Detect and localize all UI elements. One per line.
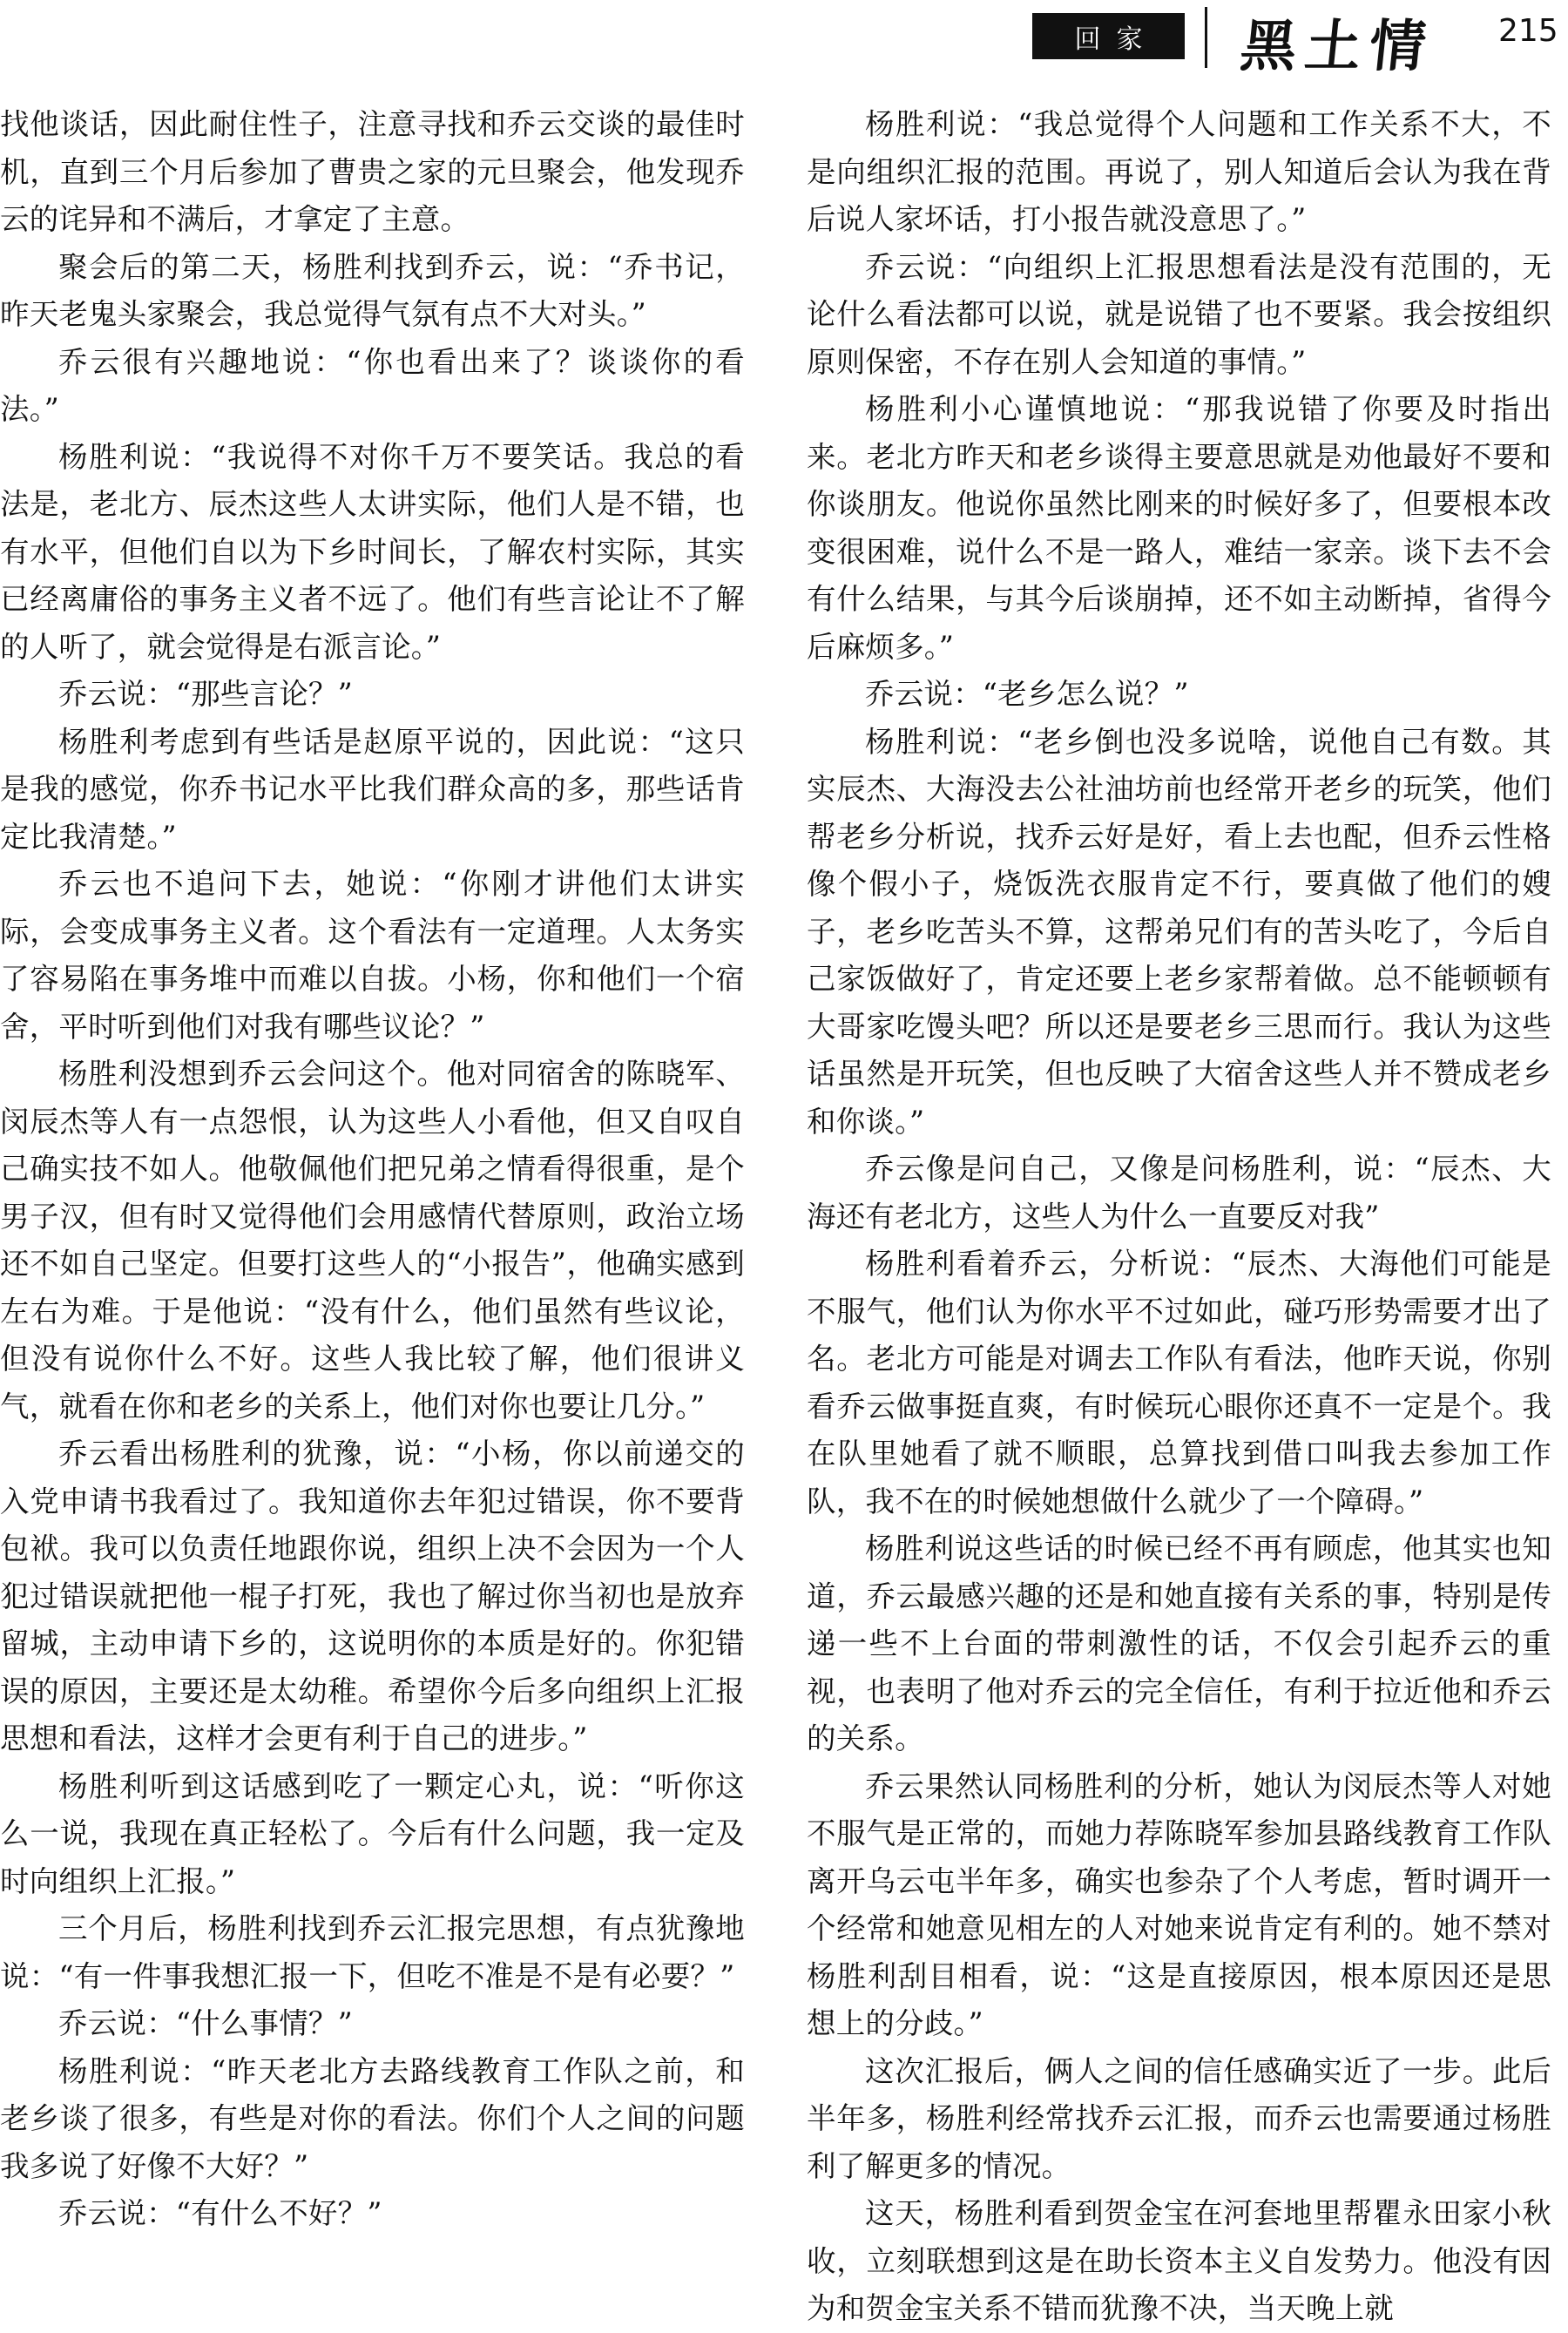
paragraph: 杨胜利说：“我总觉得个人问题和工作关系不大，不是向组织汇报的范围。再说了，别人知道后会认为我在背后说人家坏话，打小报告就没意思了。” — [807, 107, 1551, 236]
paragraph: 乔云看出杨胜利的犹豫，说：“小杨，你以前递交的入党申请书我看过了。我知道你去年犯过错误，你不要背包袱。我可以负责任地跟你说，组织上决不会因为一个人犯过错误就把他一棍子打死，我也了解过你当初也是放弃留城，主动申请下乡的，这说明你的本质是好的。你犯错误的原因，主要还是太幼稚。希望你今后多向组织上汇报思想和看法，这样才会更有利于自己的进步。” — [0, 1437, 745, 1755]
right-text-column — [807, 101, 1551, 2325]
paragraph: 乔云说：“那些言论？” — [58, 677, 353, 711]
magazine-logo: 黑土情 — [1237, 14, 1438, 79]
paragraph: 杨胜利说：“我说得不对你千万不要笑话。我总的看法是，老北方、辰杰这些人太讲实际，他们人是不错，也有水平，但他们自以为下乡时间长，了解农村实际，其实已经离庸俗的事务主义者不远了。他们有些言论让不了解的人听了，就会觉得是右派言论。” — [0, 439, 745, 664]
paragraph: 乔云说：“有什么不好？” — [58, 2196, 382, 2230]
page-number: 215 — [1498, 13, 1558, 49]
left-text-column — [0, 101, 745, 2235]
paragraph: 乔云果然认同杨胜利的分析，她认为闵辰杰等人对她不服气是正常的，而她力荐陈晓军参加县路线教育工作队离开乌云屯半年多，确实也参杂了个人考虑，暂时调开一个经常和她意见相左的人对她来说肯定有利的。她不禁对杨胜利刮目相看，说：“这是直接原因，根本原因还是思想上的分歧。” — [807, 1768, 1551, 2040]
paragraph: 杨胜利考虑到有些话是赵原平说的，因此说：“这只是我的感觉，你乔书记水平比我们群众高的多，那些话肯定比我清楚。” — [0, 724, 745, 854]
paragraph: 杨胜利没想到乔云会问这个。他对同宿舍的陈晓军、闵辰杰等人有一点怨恨，认为这些人小看他，但又自叹自己确实技不如人。他敬佩他们把兄弟之情看得很重，是个男子汉，但有时又觉得他们会用感情代替原则，政治立场还不如自己坚定。但要打这些人的“小报告”，他确实感到左右为难。于是他说：“没有什么，他们虽然有些议论，但没有说你什么不好。这些人我比较了解，他们很讲义气，就看在你和老乡的关系上，他们对你也要让几分。” — [0, 1057, 745, 1423]
header-divider — [1205, 7, 1207, 68]
page-header — [0, 0, 1568, 87]
section-label: 回家 — [1032, 13, 1185, 59]
paragraph: 乔云也不追问下去，她说：“你刚才讲他们太讲实际，会变成事务主义者。这个看法有一定道理。人太务实了容易陷在事务堆中而难以自拔。小杨，你和他们一个宿舍，平时听到他们对我有哪些议论？” — [0, 867, 745, 1044]
paragraph: 乔云很有兴趣地说：“你也看出来了？谈谈你的看法。” — [0, 344, 745, 426]
paragraph: 杨胜利说：“昨天老北方去路线教育工作队之前，和老乡谈了很多，有些是对你的看法。你们个人之间的问题我多说了好像不大好？” — [0, 2053, 745, 2183]
paragraph: 乔云说：“向组织上汇报思想看法是没有范围的，无论什么看法都可以说，就是说错了也不要紧。我会按组织原则保密，不存在别人会知道的事情。” — [807, 249, 1551, 379]
paragraph: 找他谈话，因此耐住性子，注意寻找和乔云交谈的最佳时机，直到三个月后参加了曹贵之家的元旦聚会，他发现乔云的诧异和不满后，才拿定了主意。 — [0, 107, 745, 236]
paragraph: 杨胜利听到这话感到吃了一颗定心丸，说：“听你这么一说，我现在真正轻松了。今后有什么问题，我一定及时向组织上汇报。” — [0, 1768, 745, 1898]
paragraph: 杨胜利说这些话的时候已经不再有顾虑，他其实也知道，乔云最感兴趣的还是和她直接有关系的事，特别是传递一些不上台面的带刺激性的话，不仅会引起乔云的重视，也表明了他对乔云的完全信任，有利于拉近他和乔云的关系。 — [807, 1532, 1551, 1755]
paragraph: 三个月后，杨胜利找到乔云汇报完思想，有点犹豫地说：“有一件事我想汇报一下，但吃不准是不是有必要？” — [0, 1911, 745, 1993]
paragraph: 乔云说：“老乡怎么说？” — [865, 677, 1189, 711]
paragraph: 杨胜利小心谨慎地说：“那我说错了你要及时指出来。老北方昨天和老乡谈得主要意思就是劝他最好不要和你谈朋友。他说你虽然比刚来的时候好多了，但要根本改变很困难，说什么不是一路人，难结一家亲。谈下去不会有什么结果，与其今后谈崩掉，还不如主动断掉，省得今后麻烦多。” — [807, 392, 1551, 664]
paragraph: 这天，杨胜利看到贺金宝在河套地里帮瞿永田家小秋收，立刻联想到这是在助长资本主义自发势力。他没有因为和贺金宝关系不错而犹豫不决，当天晚上就 — [807, 2196, 1551, 2325]
paragraph: 乔云说：“什么事情？” — [58, 2006, 353, 2040]
paragraph: 聚会后的第二天，杨胜利找到乔云，说：“乔书记，昨天老鬼头家聚会，我总觉得气氛有点不大对头。” — [0, 249, 745, 331]
paragraph: 杨胜利说：“老乡倒也没多说啥，说他自己有数。其实辰杰、大海没去公社油坊前也经常开老乡的玩笑，他们帮老乡分析说，找乔云好是好，看上去也配，但乔云性格像个假小子，烧饭洗衣服肯定不行，要真做了他们的嫂子，老乡吃苦头不算，这帮弟兄们有的苦头吃了，今后自己家饭做好了，肯定还要上老乡家帮着做。总不能顿顿有大哥家吃馒头吧？所以还是要老乡三思而行。我认为这些话虽然是开玩笑，但也反映了大宿舍这些人并不赞成老乡和你谈。” — [807, 724, 1551, 1139]
paragraph: 乔云像是问自己，又像是问杨胜利，说：“辰杰、大海还有老北方，这些人为什么一直要反对我” — [807, 1152, 1551, 1234]
paragraph: 杨胜利看着乔云，分析说：“辰杰、大海他们可能是不服气，他们认为你水平不过如此，碰巧形势需要才出了名。老北方可能是对调去工作队有看法，他昨天说，你别看乔云做事挺直爽，有时候玩心眼你还真不一定是个。我在队里她看了就不顺眼，总算找到借口叫我去参加工作队，我不在的时候她想做什么就少了一个障碍。” — [807, 1247, 1551, 1518]
paragraph: 这次汇报后，俩人之间的信任感确实近了一步。此后半年多，杨胜利经常找乔云汇报，而乔云也需要通过杨胜利了解更多的情况。 — [807, 2053, 1551, 2183]
